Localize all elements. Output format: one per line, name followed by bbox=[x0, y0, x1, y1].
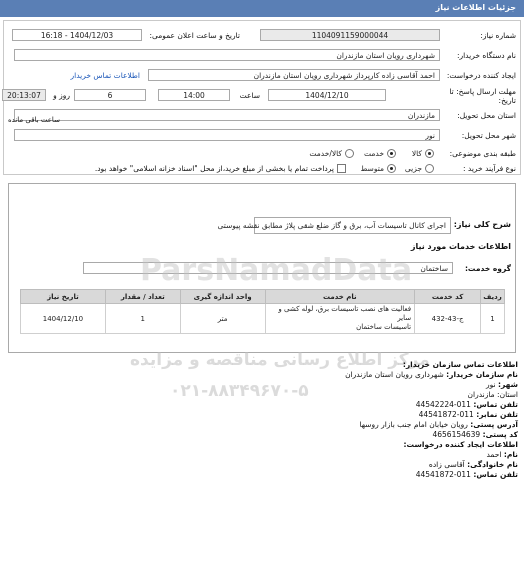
service-group-field[interactable]: ساختمان bbox=[83, 262, 453, 274]
category-radio-service[interactable] bbox=[387, 149, 396, 158]
province-line: استان: مازندران bbox=[467, 390, 518, 399]
cell-name-line2: تاسیسات ساختمان bbox=[356, 323, 412, 331]
cell-name-line1: فعالیت های نصب تاسیسات برق، لوله کشی و سایر bbox=[278, 305, 412, 322]
cell-row: 1 bbox=[481, 304, 505, 334]
postal-line: کد پستی: 4656154639 bbox=[432, 430, 518, 439]
watermark-line1: مرکز اطلاع رسانی مناقصه و مزایده bbox=[130, 350, 430, 370]
city-label: شهر محل تحویل: bbox=[461, 131, 516, 140]
buyer-field[interactable]: شهرداری رویان استان مازندران bbox=[14, 49, 440, 61]
process-label: نوع فرآیند خرید : bbox=[462, 164, 516, 173]
category-radio-goods[interactable] bbox=[425, 149, 434, 158]
cell-qty: 1 bbox=[105, 304, 180, 334]
services-table bbox=[20, 289, 505, 334]
col-row: ردیف bbox=[481, 290, 505, 304]
city-field[interactable]: نور bbox=[14, 129, 440, 141]
category-label: طبقه بندی موضوعی: bbox=[449, 149, 516, 158]
phone2-line: تلفن تماس: 011-44541872 bbox=[415, 470, 518, 479]
name-line: نام: احمد bbox=[486, 450, 518, 459]
watermark-line2: ۰۲۱-۸۸۳۴۹۶۷۰-۵ bbox=[170, 381, 309, 401]
page-title: جزئیات اطلاعات نیاز bbox=[435, 3, 516, 12]
treasury-payment-checkbox[interactable] bbox=[337, 164, 346, 173]
address-line: آدرس پستی: رویان خیابان امام جنب بازار روسها bbox=[359, 420, 518, 429]
col-unit: واحد اندازه گیری bbox=[180, 290, 265, 304]
table-header-row bbox=[21, 290, 505, 304]
buyer-contact-title: اطلاعات تماس سازمان خریدار: bbox=[402, 360, 518, 369]
col-qty: تعداد / مقدار bbox=[105, 290, 180, 304]
cell-name bbox=[265, 304, 415, 334]
buyer-label: نام دستگاه خریدار: bbox=[456, 51, 516, 60]
col-date: تاریخ نیاز bbox=[21, 290, 106, 304]
deadline-time-field[interactable]: 14:00 bbox=[158, 89, 230, 101]
deadline-time-label: ساعت bbox=[239, 91, 260, 100]
cell-unit: متر bbox=[180, 304, 265, 334]
remaining-time-field: 20:13:07 bbox=[2, 89, 46, 101]
cell-date: 1404/12/10 bbox=[21, 304, 106, 334]
deadline-date-field[interactable]: 1404/12/10 bbox=[268, 89, 386, 101]
buyer-contact-link[interactable]: اطلاعات تماس خریدار bbox=[70, 71, 140, 80]
need-details-panel bbox=[3, 20, 521, 175]
services-title: اطلاعات خدمات مورد نیاز bbox=[410, 242, 511, 251]
category-radio-goods-service[interactable] bbox=[345, 149, 354, 158]
description-title: شرح کلی نیاز: bbox=[453, 220, 511, 229]
need-number-label: شماره نیاز: bbox=[480, 31, 516, 40]
province-label: استان محل تحویل: bbox=[457, 111, 516, 120]
watermark-brand: ParsNamadData bbox=[140, 253, 413, 288]
service-group-label: گروه خدمت: bbox=[464, 264, 511, 273]
process-radio-minor[interactable] bbox=[425, 164, 434, 173]
fax-line: تلفن نمابر: 011-44541872 bbox=[418, 410, 518, 419]
category-option-service: خدمت bbox=[364, 149, 384, 158]
province-field[interactable]: مازندران bbox=[14, 109, 440, 121]
col-code: کد خدمت bbox=[415, 290, 481, 304]
org-line: نام سازمان خریدار: شهرداری رویان استان مازندران bbox=[345, 370, 518, 379]
category-option-goods-service: کالا/خدمت bbox=[309, 149, 342, 158]
process-option-minor: جزیی bbox=[404, 164, 422, 173]
deadline-label: مهلت ارسال پاسخ: تا تاریخ: bbox=[449, 87, 516, 105]
process-radio-medium[interactable] bbox=[387, 164, 396, 173]
creator-contact-title: اطلاعات ایجاد کننده درخواست: bbox=[403, 440, 518, 449]
creator-label: ایجاد کننده درخواست: bbox=[446, 71, 516, 80]
remaining-time-label: ساعت باقی مانده bbox=[8, 116, 60, 124]
description-text: اجرای کانال تاسیسات آب، برق و گاز ضلع شقی پلاژ مطابق نقشه پیوستی bbox=[254, 217, 451, 234]
table-row[interactable] bbox=[21, 304, 505, 334]
cell-code: ج-43-432 bbox=[415, 304, 481, 334]
col-name: نام خدمت bbox=[265, 290, 415, 304]
announce-label: تاریخ و ساعت اعلان عمومی: bbox=[149, 31, 240, 40]
announce-field[interactable]: 1404/12/03 - 16:18 bbox=[12, 29, 142, 41]
days-field: 6 bbox=[74, 89, 146, 101]
creator-field[interactable]: احمد آقاسی زاده کارپرداز شهرداری رویان استان مازندران bbox=[148, 69, 440, 81]
days-label: روز و bbox=[53, 91, 70, 100]
category-option-goods: کالا bbox=[411, 149, 422, 158]
family-line: نام خانوادگی: آقاسی زاده bbox=[428, 460, 518, 469]
treasury-payment-note: پرداخت تمام یا بخشی از مبلغ خرید،از محل "اسناد خزانه اسلامی" خواهد بود. bbox=[94, 164, 334, 173]
need-number-field[interactable]: 1104091159000044 bbox=[260, 29, 440, 41]
city-line: شهر: نور bbox=[486, 380, 518, 389]
phone1-line: تلفن تماس: 011-44542224 bbox=[415, 400, 518, 409]
process-option-medium: متوسط bbox=[360, 164, 384, 173]
page-header bbox=[0, 0, 524, 17]
